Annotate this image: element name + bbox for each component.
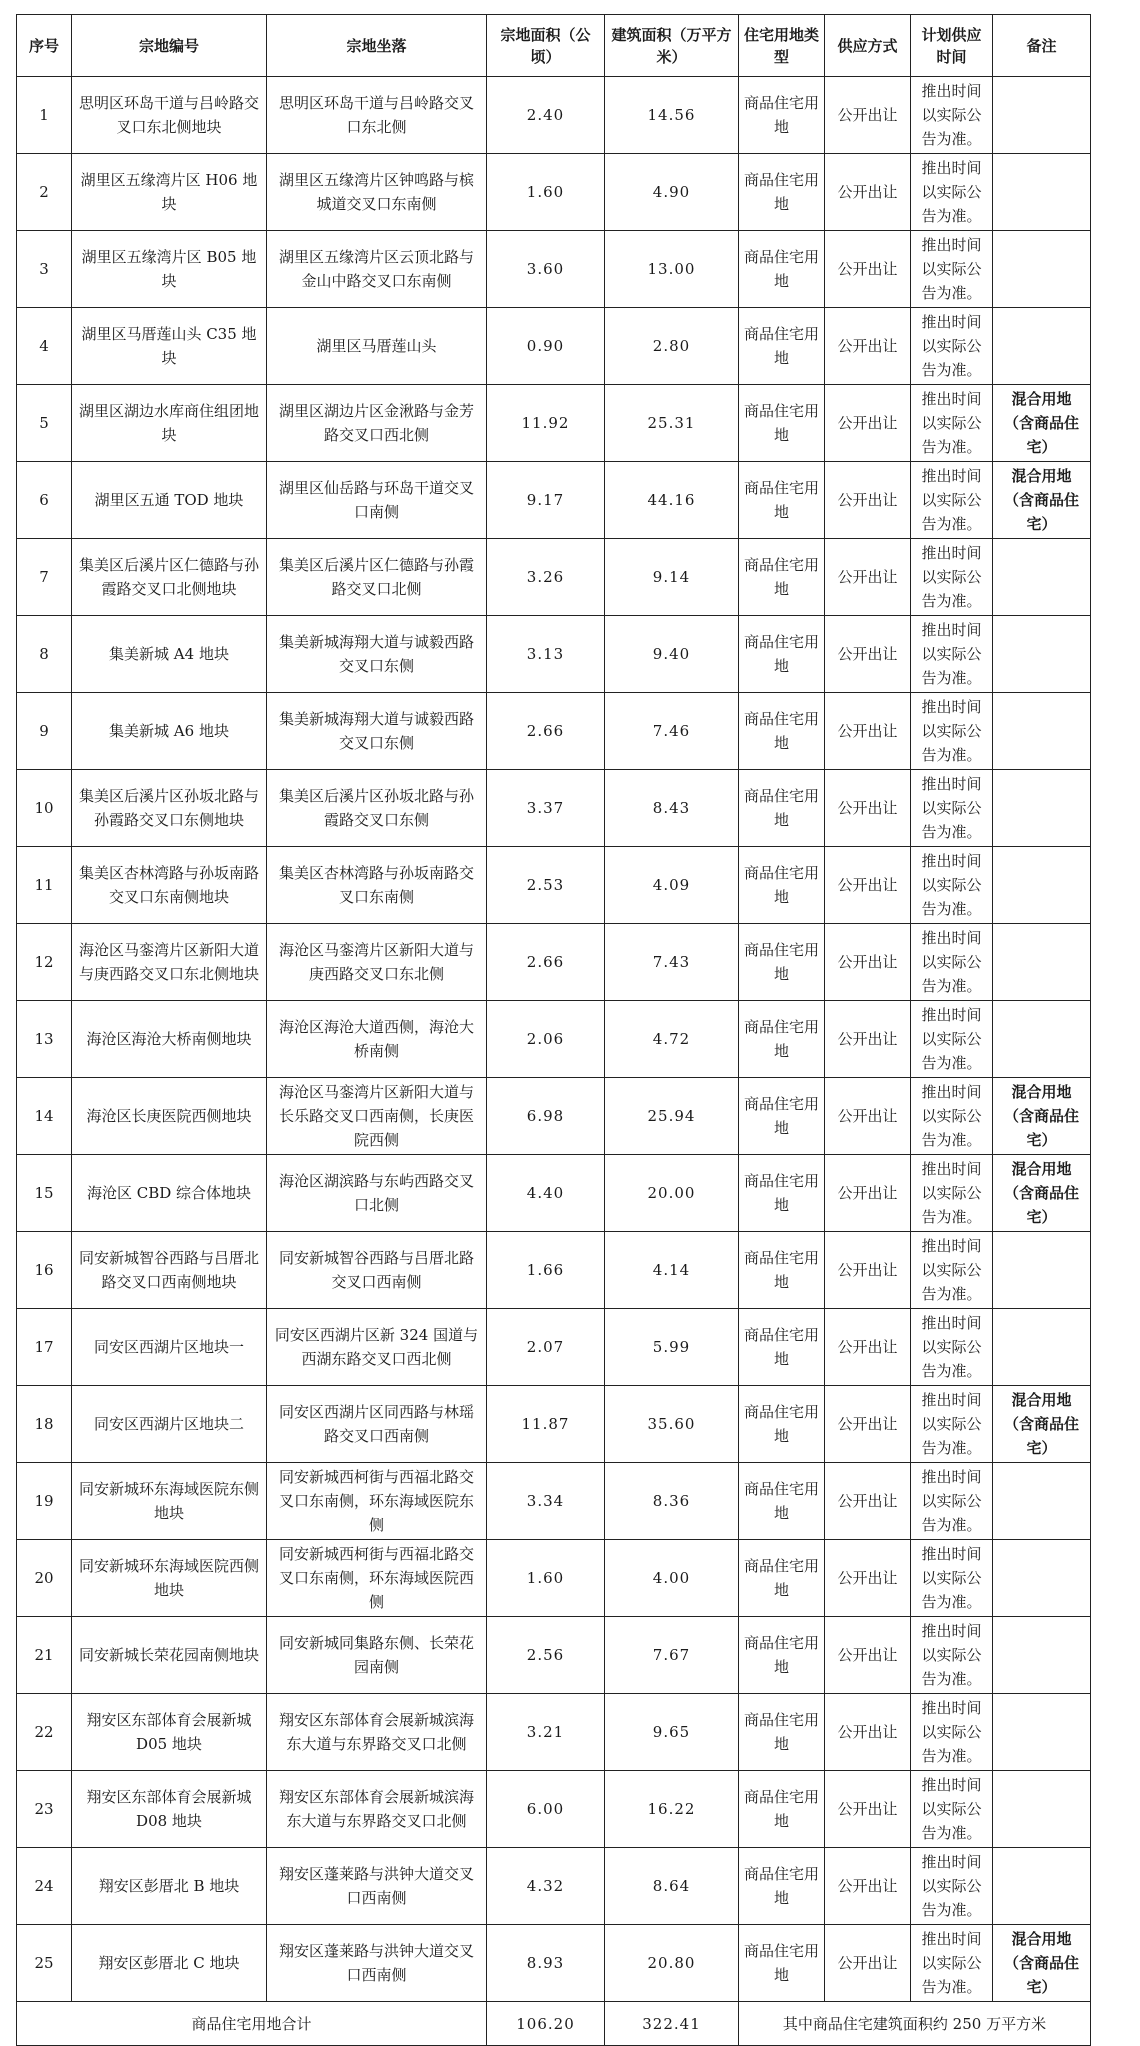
parcel-location: 翔安区蓬莱路与洪钟大道交叉口西南侧 [267, 1925, 487, 2002]
table-row [17, 231, 1091, 308]
land-use-type: 商品住宅用地 [739, 1078, 825, 1155]
supply-time: 推出时间以实际公告为准。 [911, 1232, 993, 1309]
supply-method: 公开出让 [825, 231, 911, 308]
row-no: 19 [17, 1463, 72, 1540]
parcel-area: 3.37 [487, 770, 605, 847]
supply-method: 公开出让 [825, 1155, 911, 1232]
supply-method: 公开出让 [825, 154, 911, 231]
land-use-type: 商品住宅用地 [739, 1540, 825, 1617]
parcel-area: 11.87 [487, 1386, 605, 1463]
table-row [17, 847, 1091, 924]
supply-method: 公开出让 [825, 770, 911, 847]
land-use-type: 商品住宅用地 [739, 154, 825, 231]
land-use-type: 商品住宅用地 [739, 1232, 825, 1309]
parcel-location: 集美区后溪片区孙坂北路与孙霞路交叉口东侧 [267, 770, 487, 847]
supply-method: 公开出让 [825, 1463, 911, 1540]
parcel-area: 3.13 [487, 616, 605, 693]
remark [993, 770, 1091, 847]
parcel-area: 2.66 [487, 693, 605, 770]
supply-time: 推出时间以实际公告为准。 [911, 77, 993, 154]
parcel-code: 翔安区彭厝北 B 地块 [72, 1848, 267, 1925]
parcel-location: 海沧区海沧大道西侧，海沧大桥南侧 [267, 1001, 487, 1078]
parcel-code: 集美区后溪片区仁德路与孙霞路交叉口北侧地块 [72, 539, 267, 616]
supply-time: 推出时间以实际公告为准。 [911, 1925, 993, 2002]
supply-method: 公开出让 [825, 1771, 911, 1848]
land-use-type: 商品住宅用地 [739, 1771, 825, 1848]
table-row [17, 539, 1091, 616]
floor-area: 5.99 [605, 1309, 739, 1386]
total-row [17, 2002, 1091, 2046]
parcel-location: 集美区后溪片区仁德路与孙霞路交叉口北侧 [267, 539, 487, 616]
parcel-code: 湖里区湖边水库商住组团地块 [72, 385, 267, 462]
header-type: 住宅用地类型 [739, 15, 825, 77]
table-row [17, 1309, 1091, 1386]
row-no: 9 [17, 693, 72, 770]
parcel-area: 3.34 [487, 1463, 605, 1540]
supply-time: 推出时间以实际公告为准。 [911, 616, 993, 693]
header-floor-area: 建筑面积（万平方米） [605, 15, 739, 77]
floor-area: 20.00 [605, 1155, 739, 1232]
floor-area: 9.14 [605, 539, 739, 616]
row-no: 17 [17, 1309, 72, 1386]
parcel-code: 同安新城长荣花园南侧地块 [72, 1617, 267, 1694]
parcel-location: 集美区杏林湾路与孙坂南路交叉口东南侧 [267, 847, 487, 924]
supply-method: 公开出让 [825, 539, 911, 616]
land-use-type: 商品住宅用地 [739, 77, 825, 154]
row-no: 14 [17, 1078, 72, 1155]
parcel-code: 集美区杏林湾路与孙坂南路交叉口东南侧地块 [72, 847, 267, 924]
floor-area: 35.60 [605, 1386, 739, 1463]
parcel-code: 同安区西湖片区地块一 [72, 1309, 267, 1386]
land-use-type: 商品住宅用地 [739, 385, 825, 462]
row-no: 21 [17, 1617, 72, 1694]
supply-method: 公开出让 [825, 1617, 911, 1694]
parcel-area: 8.93 [487, 1925, 605, 2002]
floor-area: 4.72 [605, 1001, 739, 1078]
land-use-type: 商品住宅用地 [739, 1617, 825, 1694]
parcel-area: 2.07 [487, 1309, 605, 1386]
supply-method: 公开出让 [825, 847, 911, 924]
parcel-location: 翔安区东部体育会展新城滨海东大道与东界路交叉口北侧 [267, 1771, 487, 1848]
land-use-type: 商品住宅用地 [739, 770, 825, 847]
parcel-code: 集美区后溪片区孙坂北路与孙霞路交叉口东侧地块 [72, 770, 267, 847]
parcel-area: 2.66 [487, 924, 605, 1001]
header-note: 备注 [993, 15, 1091, 77]
land-use-type: 商品住宅用地 [739, 924, 825, 1001]
parcel-code: 同安新城智谷西路与吕厝北路交叉口西南侧地块 [72, 1232, 267, 1309]
parcel-location: 翔安区东部体育会展新城滨海东大道与东界路交叉口北侧 [267, 1694, 487, 1771]
remark: 混合用地（含商品住宅） [993, 1925, 1091, 2002]
parcel-area: 3.26 [487, 539, 605, 616]
parcel-location: 湖里区湖边片区金湫路与金芳路交叉口西北侧 [267, 385, 487, 462]
remark [993, 154, 1091, 231]
row-no: 8 [17, 616, 72, 693]
parcel-location: 同安新城同集路东侧、长荣花园南侧 [267, 1617, 487, 1694]
floor-area: 8.36 [605, 1463, 739, 1540]
table-row [17, 385, 1091, 462]
supply-time: 推出时间以实际公告为准。 [911, 308, 993, 385]
table-row [17, 1078, 1091, 1155]
land-use-type: 商品住宅用地 [739, 1386, 825, 1463]
parcel-area: 1.60 [487, 154, 605, 231]
land-use-type: 商品住宅用地 [739, 462, 825, 539]
table-row [17, 1155, 1091, 1232]
parcel-location: 湖里区五缘湾片区云顶北路与金山中路交叉口东南侧 [267, 231, 487, 308]
total-label: 商品住宅用地合计 [17, 2002, 487, 2046]
row-no: 18 [17, 1386, 72, 1463]
remark [993, 847, 1091, 924]
parcel-area: 2.40 [487, 77, 605, 154]
header-area: 宗地面积（公顷） [487, 15, 605, 77]
supply-method: 公开出让 [825, 1925, 911, 2002]
remark [993, 1309, 1091, 1386]
remark [993, 616, 1091, 693]
row-no: 1 [17, 77, 72, 154]
row-no: 10 [17, 770, 72, 847]
supply-time: 推出时间以实际公告为准。 [911, 770, 993, 847]
row-no: 12 [17, 924, 72, 1001]
supply-method: 公开出让 [825, 77, 911, 154]
table-row [17, 693, 1091, 770]
supply-time: 推出时间以实际公告为准。 [911, 1540, 993, 1617]
supply-method: 公开出让 [825, 616, 911, 693]
remark: 混合用地（含商品住宅） [993, 1386, 1091, 1463]
remark [993, 308, 1091, 385]
land-use-type: 商品住宅用地 [739, 616, 825, 693]
supply-method: 公开出让 [825, 1848, 911, 1925]
land-use-type: 商品住宅用地 [739, 847, 825, 924]
parcel-area: 2.53 [487, 847, 605, 924]
supply-time: 推出时间以实际公告为准。 [911, 847, 993, 924]
land-use-type: 商品住宅用地 [739, 1925, 825, 2002]
table-row [17, 1694, 1091, 1771]
supply-method: 公开出让 [825, 1078, 911, 1155]
table-row [17, 1925, 1091, 2002]
parcel-area: 2.56 [487, 1617, 605, 1694]
parcel-location: 思明区环岛干道与吕岭路交叉口东北侧 [267, 77, 487, 154]
supply-method: 公开出让 [825, 693, 911, 770]
supply-method: 公开出让 [825, 1540, 911, 1617]
row-no: 4 [17, 308, 72, 385]
remark [993, 231, 1091, 308]
supply-time: 推出时间以实际公告为准。 [911, 1386, 993, 1463]
parcel-location: 翔安区蓬莱路与洪钟大道交叉口西南侧 [267, 1848, 487, 1925]
parcel-code: 翔安区彭厝北 C 地块 [72, 1925, 267, 2002]
remark [993, 1540, 1091, 1617]
header-code: 宗地编号 [72, 15, 267, 77]
parcel-location: 湖里区马厝莲山头 [267, 308, 487, 385]
supply-method: 公开出让 [825, 385, 911, 462]
parcel-area: 4.40 [487, 1155, 605, 1232]
row-no: 25 [17, 1925, 72, 2002]
parcel-area: 6.98 [487, 1078, 605, 1155]
floor-area: 9.40 [605, 616, 739, 693]
supply-time: 推出时间以实际公告为准。 [911, 693, 993, 770]
supply-method: 公开出让 [825, 1232, 911, 1309]
table-row [17, 154, 1091, 231]
parcel-area: 2.06 [487, 1001, 605, 1078]
supply-method: 公开出让 [825, 1694, 911, 1771]
parcel-area: 11.92 [487, 385, 605, 462]
supply-time: 推出时间以实际公告为准。 [911, 154, 993, 231]
supply-method: 公开出让 [825, 462, 911, 539]
table-row [17, 1540, 1091, 1617]
row-no: 15 [17, 1155, 72, 1232]
supply-method: 公开出让 [825, 1386, 911, 1463]
floor-area: 44.16 [605, 462, 739, 539]
land-use-type: 商品住宅用地 [739, 1463, 825, 1540]
parcel-code: 翔安区东部体育会展新城 D05 地块 [72, 1694, 267, 1771]
table-row [17, 770, 1091, 847]
floor-area: 8.64 [605, 1848, 739, 1925]
parcel-area: 3.21 [487, 1694, 605, 1771]
supply-time: 推出时间以实际公告为准。 [911, 539, 993, 616]
table-row [17, 77, 1091, 154]
floor-area: 16.22 [605, 1771, 739, 1848]
supply-time: 推出时间以实际公告为准。 [911, 1155, 993, 1232]
total-note: 其中商品住宅建筑面积约 250 万平方米 [739, 2002, 1091, 2046]
parcel-location: 海沧区马銮湾片区新阳大道与长乐路交叉口西南侧，长庚医院西侧 [267, 1078, 487, 1155]
table-row [17, 1386, 1091, 1463]
land-use-type: 商品住宅用地 [739, 1155, 825, 1232]
supply-time: 推出时间以实际公告为准。 [911, 1078, 993, 1155]
parcel-code: 同安新城环东海域医院东侧地块 [72, 1463, 267, 1540]
row-no: 5 [17, 385, 72, 462]
parcel-area: 4.32 [487, 1848, 605, 1925]
supply-time: 推出时间以实际公告为准。 [911, 462, 993, 539]
parcel-location: 同安新城西柯街与西福北路交叉口东南侧，环东海域医院东侧 [267, 1463, 487, 1540]
parcel-code: 海沧区海沧大桥南侧地块 [72, 1001, 267, 1078]
parcel-code: 海沧区 CBD 综合体地块 [72, 1155, 267, 1232]
parcel-code: 同安新城环东海域医院西侧地块 [72, 1540, 267, 1617]
header-no: 序号 [17, 15, 72, 77]
remark [993, 1848, 1091, 1925]
parcel-location: 海沧区湖滨路与东屿西路交叉口北侧 [267, 1155, 487, 1232]
remark [993, 77, 1091, 154]
parcel-area: 1.60 [487, 1540, 605, 1617]
floor-area: 7.46 [605, 693, 739, 770]
parcel-area: 3.60 [487, 231, 605, 308]
table-row [17, 1848, 1091, 1925]
table-body [17, 77, 1091, 2002]
parcel-location: 同安新城西柯街与西福北路交叉口东南侧，环东海域医院西侧 [267, 1540, 487, 1617]
floor-area: 4.90 [605, 154, 739, 231]
land-use-type: 商品住宅用地 [739, 539, 825, 616]
total-floor-area: 322.41 [605, 2002, 739, 2046]
row-no: 24 [17, 1848, 72, 1925]
remark [993, 924, 1091, 1001]
row-no: 20 [17, 1540, 72, 1617]
table-row [17, 1617, 1091, 1694]
supply-time: 推出时间以实际公告为准。 [911, 1463, 993, 1540]
parcel-code: 海沧区长庚医院西侧地块 [72, 1078, 267, 1155]
supply-method: 公开出让 [825, 1309, 911, 1386]
row-no: 11 [17, 847, 72, 924]
supply-time: 推出时间以实际公告为准。 [911, 924, 993, 1001]
remark [993, 539, 1091, 616]
parcel-code: 湖里区五缘湾片区 H06 地块 [72, 154, 267, 231]
table-header-row [17, 15, 1091, 77]
supply-method: 公开出让 [825, 1001, 911, 1078]
table-row [17, 924, 1091, 1001]
remark: 混合用地（含商品住宅） [993, 1155, 1091, 1232]
row-no: 3 [17, 231, 72, 308]
row-no: 6 [17, 462, 72, 539]
parcel-location: 同安新城智谷西路与吕厝北路交叉口西南侧 [267, 1232, 487, 1309]
row-no: 13 [17, 1001, 72, 1078]
parcel-code: 同安区西湖片区地块二 [72, 1386, 267, 1463]
parcel-area: 6.00 [487, 1771, 605, 1848]
remark [993, 1771, 1091, 1848]
floor-area: 4.14 [605, 1232, 739, 1309]
floor-area: 4.00 [605, 1540, 739, 1617]
parcel-code: 翔安区东部体育会展新城 D08 地块 [72, 1771, 267, 1848]
supply-time: 推出时间以实际公告为准。 [911, 1694, 993, 1771]
supply-time: 推出时间以实际公告为准。 [911, 1848, 993, 1925]
land-use-type: 商品住宅用地 [739, 231, 825, 308]
parcel-code: 集美新城 A6 地块 [72, 693, 267, 770]
supply-time: 推出时间以实际公告为准。 [911, 1617, 993, 1694]
supply-time: 推出时间以实际公告为准。 [911, 1309, 993, 1386]
floor-area: 25.31 [605, 385, 739, 462]
parcel-code: 海沧区马銮湾片区新阳大道与庚西路交叉口东北侧地块 [72, 924, 267, 1001]
table-row [17, 308, 1091, 385]
remark: 混合用地（含商品住宅） [993, 1078, 1091, 1155]
floor-area: 13.00 [605, 231, 739, 308]
parcel-code: 湖里区五通 TOD 地块 [72, 462, 267, 539]
supply-time: 推出时间以实际公告为准。 [911, 385, 993, 462]
parcel-code: 湖里区马厝莲山头 C35 地块 [72, 308, 267, 385]
supply-time: 推出时间以实际公告为准。 [911, 1771, 993, 1848]
parcel-location: 同安区西湖片区同西路与林瑶路交叉口西南侧 [267, 1386, 487, 1463]
parcel-location: 海沧区马銮湾片区新阳大道与庚西路交叉口东北侧 [267, 924, 487, 1001]
floor-area: 2.80 [605, 308, 739, 385]
total-area: 106.20 [487, 2002, 605, 2046]
parcel-location: 同安区西湖片区新 324 国道与西湖东路交叉口西北侧 [267, 1309, 487, 1386]
table-row [17, 1463, 1091, 1540]
remark [993, 1463, 1091, 1540]
table-row [17, 1001, 1091, 1078]
remark [993, 1001, 1091, 1078]
table-row [17, 1771, 1091, 1848]
header-location: 宗地坐落 [267, 15, 487, 77]
row-no: 2 [17, 154, 72, 231]
land-use-type: 商品住宅用地 [739, 1001, 825, 1078]
remark: 混合用地（含商品住宅） [993, 462, 1091, 539]
remark [993, 1232, 1091, 1309]
remark [993, 1617, 1091, 1694]
supply-method: 公开出让 [825, 924, 911, 1001]
parcel-code: 湖里区五缘湾片区 B05 地块 [72, 231, 267, 308]
parcel-area: 0.90 [487, 308, 605, 385]
remark: 混合用地（含商品住宅） [993, 385, 1091, 462]
floor-area: 20.80 [605, 1925, 739, 2002]
parcel-area: 1.66 [487, 1232, 605, 1309]
land-use-type: 商品住宅用地 [739, 1848, 825, 1925]
floor-area: 4.09 [605, 847, 739, 924]
land-supply-table [16, 14, 1091, 2046]
header-supply: 供应方式 [825, 15, 911, 77]
floor-area: 9.65 [605, 1694, 739, 1771]
land-use-type: 商品住宅用地 [739, 693, 825, 770]
supply-method: 公开出让 [825, 308, 911, 385]
land-use-type: 商品住宅用地 [739, 1694, 825, 1771]
row-no: 22 [17, 1694, 72, 1771]
parcel-code: 思明区环岛干道与吕岭路交叉口东北侧地块 [72, 77, 267, 154]
row-no: 16 [17, 1232, 72, 1309]
land-use-type: 商品住宅用地 [739, 308, 825, 385]
remark [993, 693, 1091, 770]
header-time: 计划供应时间 [911, 15, 993, 77]
floor-area: 25.94 [605, 1078, 739, 1155]
table-row [17, 616, 1091, 693]
supply-time: 推出时间以实际公告为准。 [911, 231, 993, 308]
parcel-location: 集美新城海翔大道与诚毅西路交叉口东侧 [267, 616, 487, 693]
floor-area: 8.43 [605, 770, 739, 847]
floor-area: 7.67 [605, 1617, 739, 1694]
parcel-code: 集美新城 A4 地块 [72, 616, 267, 693]
floor-area: 7.43 [605, 924, 739, 1001]
land-use-type: 商品住宅用地 [739, 1309, 825, 1386]
parcel-location: 集美新城海翔大道与诚毅西路交叉口东侧 [267, 693, 487, 770]
table-row [17, 1232, 1091, 1309]
parcel-location: 湖里区仙岳路与环岛干道交叉口南侧 [267, 462, 487, 539]
row-no: 23 [17, 1771, 72, 1848]
supply-time: 推出时间以实际公告为准。 [911, 1001, 993, 1078]
row-no: 7 [17, 539, 72, 616]
floor-area: 14.56 [605, 77, 739, 154]
table-row [17, 462, 1091, 539]
parcel-location: 湖里区五缘湾片区钟鸣路与槟城道交叉口东南侧 [267, 154, 487, 231]
remark [993, 1694, 1091, 1771]
parcel-area: 9.17 [487, 462, 605, 539]
